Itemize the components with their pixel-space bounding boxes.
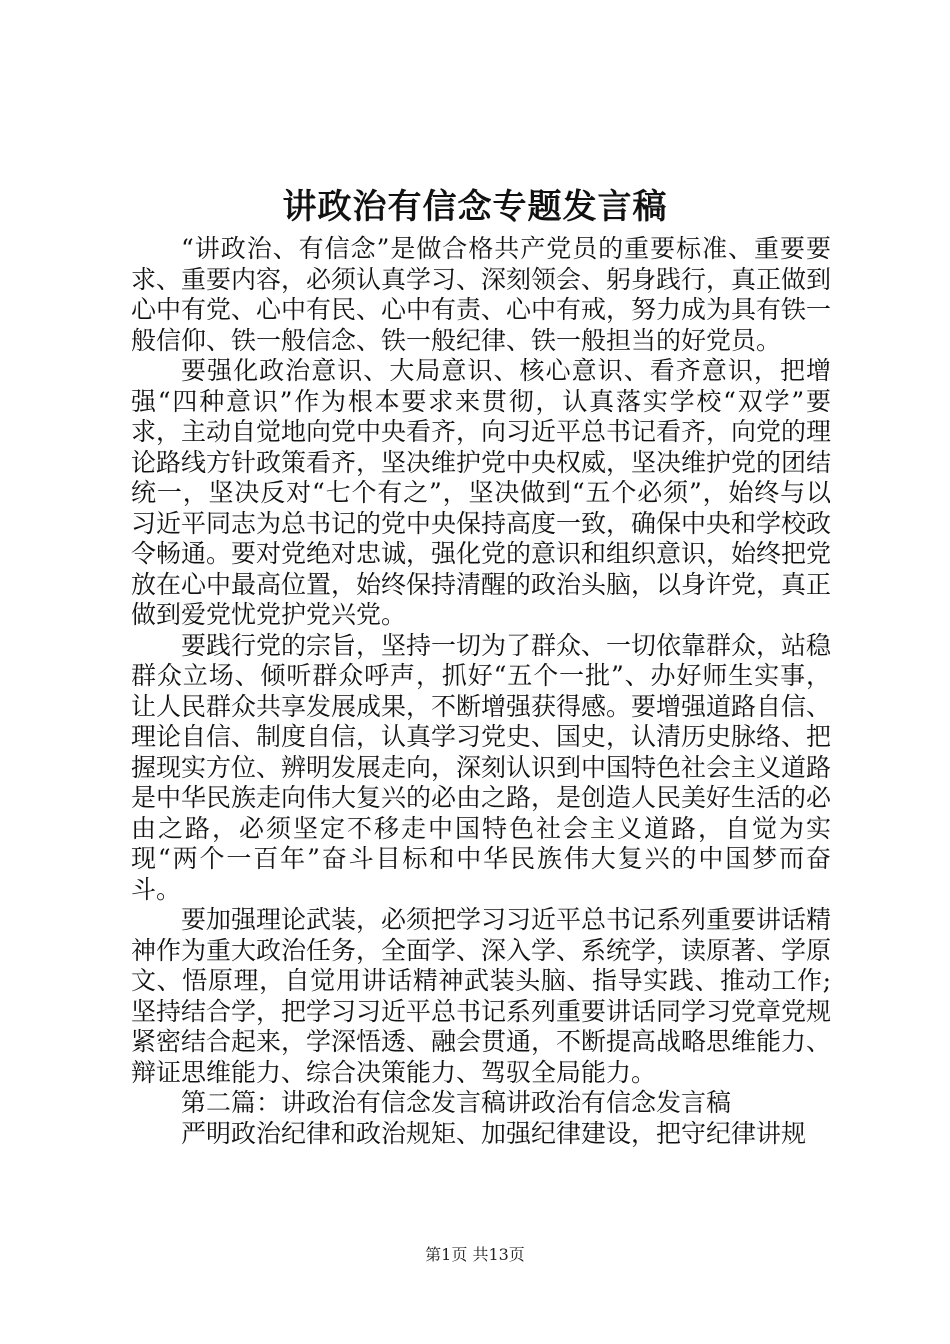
document-title: 讲政治有信念专题发言稿 <box>282 187 668 227</box>
section-heading: 第二篇：讲政治有信念发言稿讲政治有信念发言稿 <box>181 1088 732 1117</box>
paragraph-5: 严明政治纪律和政治规矩、加强纪律建设，把守纪律讲规 <box>181 1118 807 1148</box>
paragraph-4: 要加强理论武装，必须把学习习近平总书记系列重要讲话精神作为重大政治任务，全面学、深入学、系统学，读原著、学原文、悟原理，自觉用讲话精神武装头脑、指导实践、推动工作;坚持结合学，把学习习近平总书记系列重要讲话同学习党章党规紧密结合起来，学深悟透、融会贯通，不断提高战略思维能力、辩证思维能力、综合决策能力、驾驭全局能力。 <box>131 905 832 1087</box>
document-body <box>131 234 831 1149</box>
paragraph-3: 要践行党的宗旨，坚持一切为了群众、一切依靠群众，站稳群众立场、倾听群众呼声，抓好“五个一批”、办好师生实事，让人民群众共享发展成果，不断增强获得感。要增强道路自信、理论自信、制度自信，认真学习党史、国史，认清历史脉络、把握现实方位、辨明发展走向，深刻认识到中国特色社会主义道路是中华民族走向伟大复兴的必由之路，是创造人民美好生活的必由之路，必须坚定不移走中国特色社会主义道路，自觉为实现“两个一百年”奋斗目标和中华民族伟大复兴的中国梦而奋斗。 <box>131 630 832 904</box>
paragraph-1: “讲政治、有信念”是做合格共产党员的重要标准、重要要求、重要内容，必须认真学习、深刻领会、躬身践行，真正做到心中有党、心中有民、心中有责、心中有戒，努力成为具有铁一般信仰、铁一般信念、铁一般纪律、铁一般担当的好党员。 <box>131 234 832 355</box>
page-footer: 第1页 共13页 <box>425 1245 525 1264</box>
paragraph-2: 要强化政治意识、大局意识、核心意识、看齐意识，把增强“四种意识”作为根本要求来贯彻，认真落实学校“双学”要求，主动自觉地向党中央看齐，向习近平总书记看齐，向党的理论路线方针政策看齐，坚决维护党中央权威，坚决维护党的团结统一，坚决反对“七个有之”，坚决做到“五个必须”，始终与以习近平同志为总书记的党中央保持高度一致，确保中央和学校政令畅通。要对党绝对忠诚，强化党的意识和组织意识，始终把党放在心中最高位置，始终保持清醒的政治头脑，以身许党，真正做到爱党忧党护党兴党。 <box>131 356 832 629</box>
